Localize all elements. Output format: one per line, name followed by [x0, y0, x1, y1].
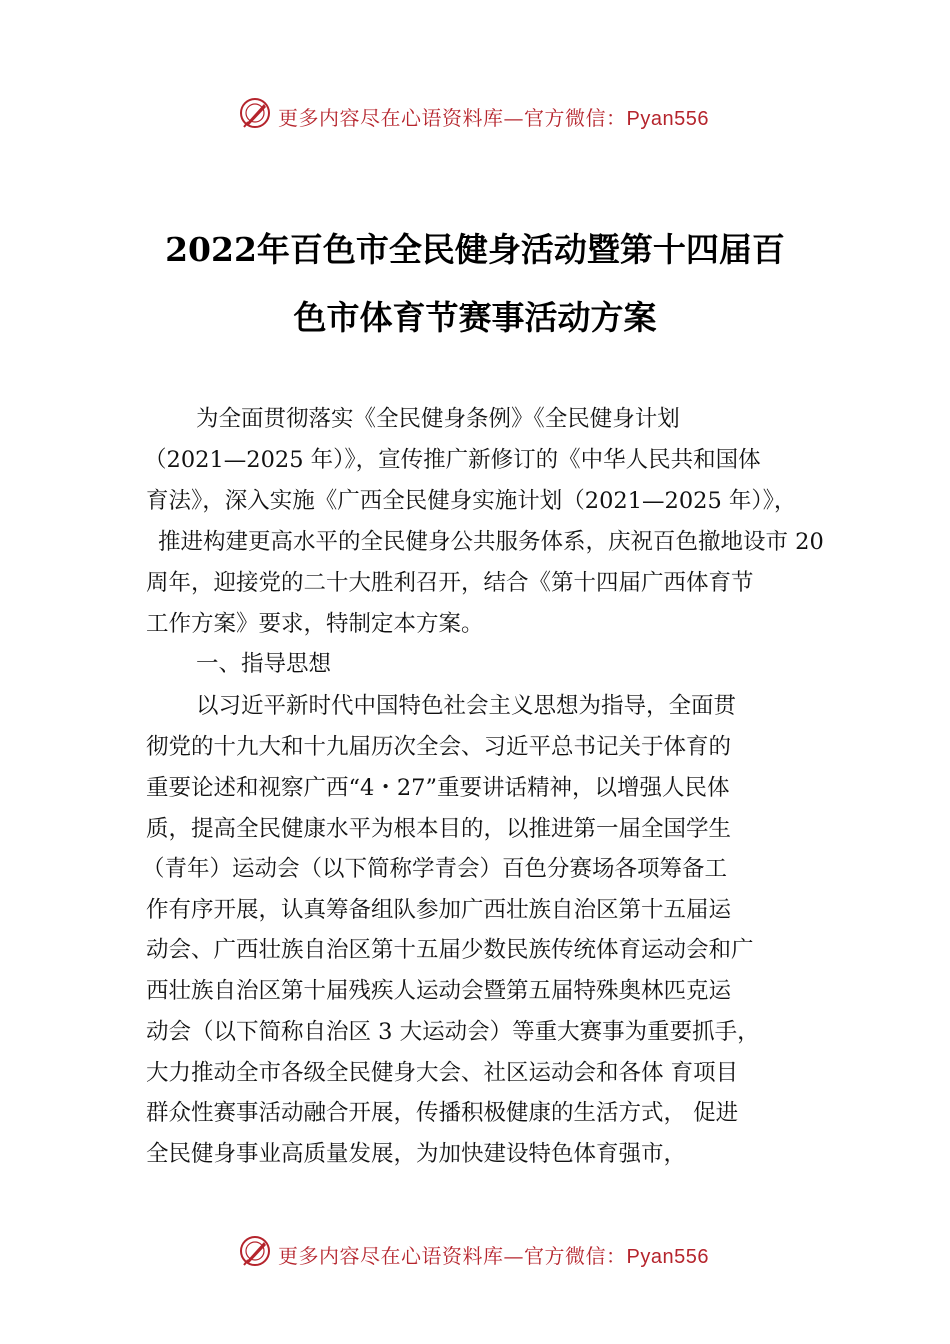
- body-line: 为全面贯彻落实《全民健身条例》《全民健身计划: [196, 406, 680, 432]
- body-line: （青年）运动会（以下简称学青会）百色分赛场各项筹备工: [142, 856, 728, 882]
- quill-logo-icon: [238, 96, 272, 130]
- body-line: 作有序开展，认真筹备组队参加广西壮族自治区第十五届运: [146, 897, 732, 923]
- body-line: 工作方案》要求，特制定本方案。: [146, 611, 484, 637]
- footer-banner: [0, 1230, 950, 1274]
- body-line: 动会（以下简称自治区 3 大运动会）等重大赛事为重要抓手，: [146, 1019, 760, 1045]
- body-line: 周年，迎接党的二十大胜利召开，结合《第十四届广西体育节: [146, 570, 754, 596]
- body-line: 动会、广西壮族自治区第十五届少数民族传统体育运动会和广: [146, 937, 754, 963]
- document-title-line-2: 色市体育节赛事活动方案: [293, 298, 657, 337]
- body-line: （2021—2025 年）》，宣传推广新修订的《中华人民共和国体: [144, 447, 761, 473]
- header-banner-wechat-id: Pyan556: [626, 108, 709, 130]
- body-line: 推进构建更高水平的全民健身公共服务体系，庆祝百色撤地设市 20: [158, 529, 824, 555]
- body-line: 群众性赛事活动融合开展，传播积极健康的生活方式， 促进: [146, 1100, 739, 1126]
- footer-banner-wechat-id: Pyan556: [626, 1246, 709, 1268]
- body-line: 质，提高全民健康水平为根本目的，以推进第一届全国学生: [146, 816, 732, 842]
- body-line: 育法》，深入实施《广西全民健身实施计划（2021—2025 年）》，: [146, 488, 797, 514]
- body-line: 以习近平新时代中国特色社会主义思想为指导，全面贯: [196, 693, 737, 719]
- body-line: 大力推动全市各级全民健身大会、社区运动会和各体 育项目: [146, 1060, 739, 1086]
- header-banner: [0, 92, 950, 136]
- document-title-line-1: 2022年百色市全民健身活动暨第十四届百: [165, 230, 785, 269]
- section-heading: 一、指导思想: [196, 651, 332, 677]
- header-banner-text: 更多内容尽在心语资料库—官方微信：: [278, 106, 627, 130]
- body-line: 全民健身事业高质量发展，为加快建设特色体育强市，: [146, 1141, 687, 1167]
- quill-logo-icon: [238, 1234, 272, 1268]
- body-line: 西壮族自治区第十届残疾人运动会暨第五届特殊奥林匹克运: [146, 978, 732, 1004]
- footer-banner-text: 更多内容尽在心语资料库—官方微信：: [278, 1244, 627, 1268]
- body-line: 彻党的十九大和十九届历次全会、习近平总书记关于体育的: [146, 734, 732, 760]
- body-line: 重要论述和视察广西“4・27”重要讲话精神，以增强人民体: [146, 775, 730, 801]
